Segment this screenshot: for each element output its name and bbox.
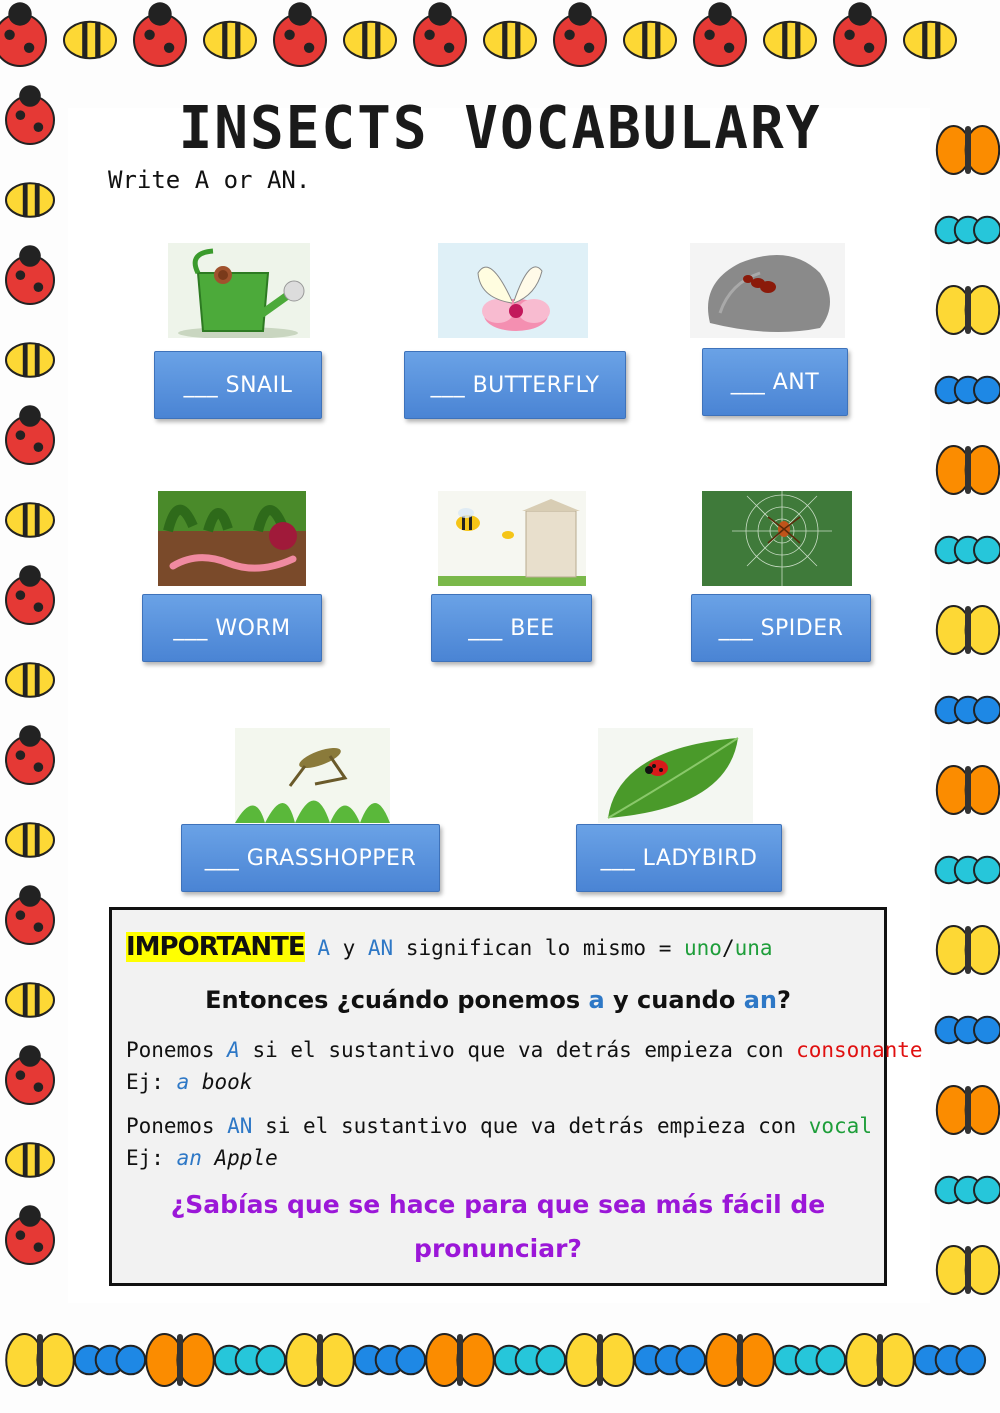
- worm-soil-image: [158, 491, 306, 586]
- question-an: an: [743, 986, 777, 1014]
- example-a: [126, 1070, 252, 1094]
- word-box-ladybird[interactable]: ___ LADYBIRD: [576, 824, 782, 892]
- question-mid: y cuando: [604, 986, 744, 1014]
- rule-a-article: A: [227, 1038, 240, 1062]
- word-box-butterfly[interactable]: ___ BUTTERFLY: [404, 351, 626, 419]
- word-box-worm[interactable]: ___ WORM: [142, 594, 322, 662]
- word-box-grasshopper[interactable]: ___ GRASSHOPPER: [181, 824, 440, 892]
- example-an-article: an: [176, 1146, 202, 1170]
- word-vocal: vocal: [808, 1114, 872, 1138]
- closing-question-line-1: ¿Sabías que se hace para que sea más fácil de: [170, 1190, 826, 1219]
- article-a: A: [317, 936, 330, 960]
- question-pre: Entonces ¿cuándo ponemos: [205, 986, 589, 1014]
- example-a-article: a: [176, 1070, 190, 1094]
- closing-question-line-2: pronunciar?: [414, 1234, 582, 1263]
- slash: /: [721, 936, 735, 960]
- example-an: [126, 1146, 278, 1170]
- butterfly-flower-image: [438, 243, 588, 338]
- page-title: INSECTS VOCABULARY: [178, 94, 822, 163]
- info-line-1: [126, 932, 773, 962]
- example-a-noun: book: [189, 1070, 253, 1094]
- rule-an-mid: si el sustantivo que va detrás empieza con: [252, 1114, 809, 1138]
- word-box-bee[interactable]: ___ BEE: [431, 594, 592, 662]
- rule-a-mid: si el sustantivo que va detrás empieza con: [239, 1038, 797, 1062]
- rule-a-pre: Ponemos: [126, 1038, 228, 1062]
- ladybird-leaf-image: [598, 728, 753, 823]
- rule-an-pre: Ponemos: [126, 1114, 228, 1138]
- example-an-pre: Ej:: [126, 1146, 177, 1170]
- word-box-ant[interactable]: ___ ANT: [702, 348, 848, 416]
- grammar-info-box: [109, 907, 923, 1286]
- article-an: AN: [367, 936, 394, 960]
- question-end: ?: [776, 986, 791, 1014]
- example-a-pre: Ej:: [126, 1070, 177, 1094]
- bees-hive-image: [438, 491, 586, 586]
- word-box-spider[interactable]: ___ SPIDER: [691, 594, 871, 662]
- question-heading: [112, 986, 884, 1014]
- rule-an: [126, 1114, 872, 1138]
- instruction-text: Write A or AN.: [108, 166, 311, 194]
- question-a: a: [588, 986, 605, 1014]
- meaning-text: significan lo mismo =: [393, 936, 684, 960]
- example-an-noun: Apple: [201, 1146, 278, 1170]
- ant-rock-image: [690, 243, 845, 338]
- word-una: una: [734, 936, 773, 960]
- watering-can-snail-image: [168, 243, 310, 338]
- spider-web-image: [702, 491, 852, 586]
- importante-highlight: IMPORTANTE: [126, 932, 305, 962]
- word-consonante: consonante: [796, 1038, 923, 1062]
- word-uno: uno: [684, 936, 722, 960]
- rule-a: [126, 1038, 923, 1062]
- conjunction-y: y: [329, 936, 368, 960]
- rule-an-article: AN: [227, 1114, 253, 1138]
- word-box-snail[interactable]: ___ SNAIL: [154, 351, 322, 419]
- grasshopper-grass-image: [235, 728, 390, 823]
